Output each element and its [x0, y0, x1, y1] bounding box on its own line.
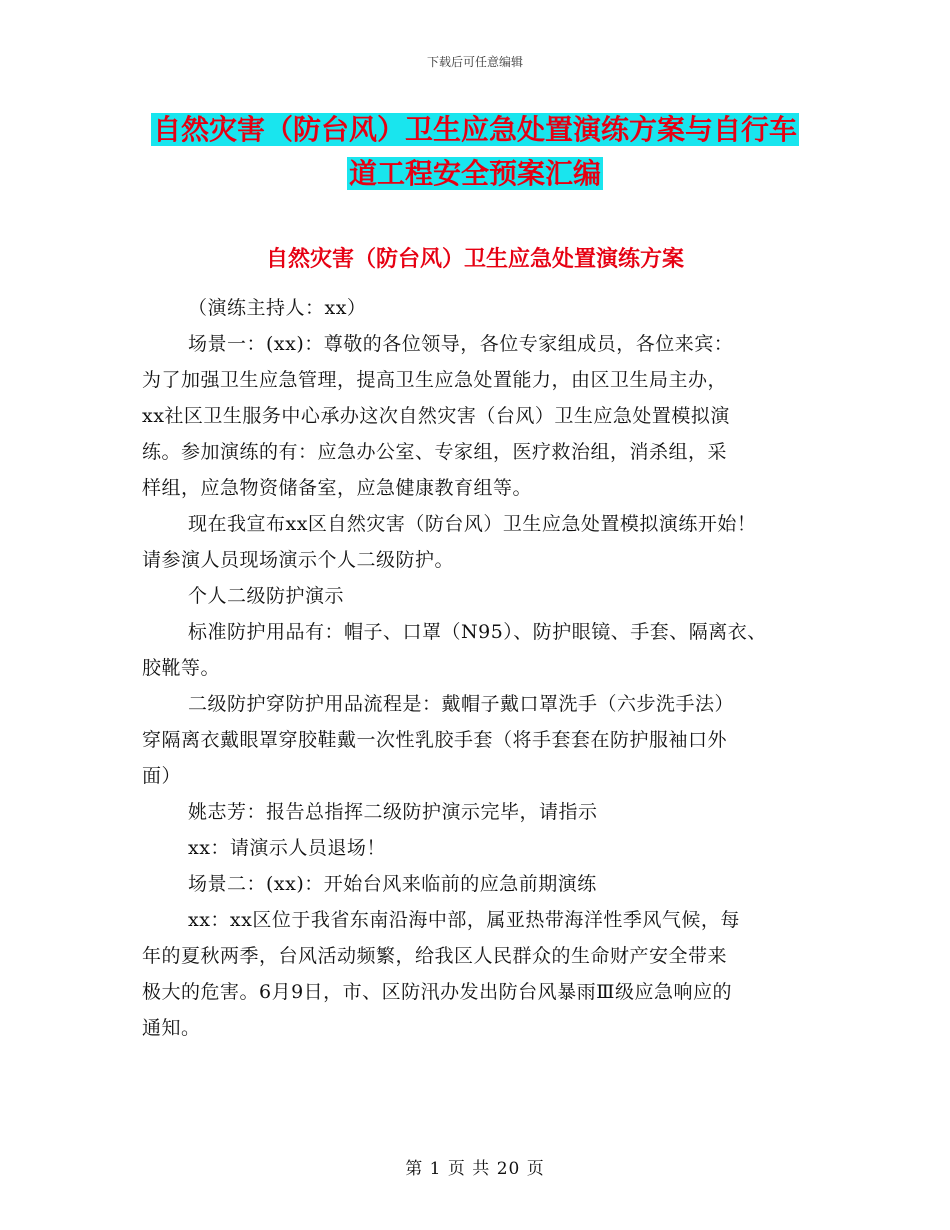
body-line: 请参演人员现场演示个人二级防护。 [142, 549, 455, 571]
body-line: 现在我宣布xx区自然灾害（防台风）卫生应急处置模拟演练开始！ [188, 513, 757, 535]
body-line: 极大的危害。6月9日，市、区防汛办发出防台风暴雨Ⅲ级应急响应的 [142, 981, 733, 1003]
body-line: 样组，应急物资储备室，应急健康教育组等。 [142, 477, 533, 499]
body-line: 胶靴等。 [142, 657, 221, 679]
body-line: （演练主持人：xx） [188, 297, 367, 319]
body-line: 二级防护穿防护用品流程是：戴帽子戴口罩洗手（六步洗手法） [188, 693, 735, 715]
document-title-line-2 [0, 154, 950, 194]
page-footer: 第 1 页 共 20 页 [405, 1159, 545, 1179]
header-note: 下载后可任意编辑 [426, 55, 523, 69]
document-title-text-2: 道工程安全预案汇编 [348, 157, 601, 190]
body-line: xx社区卫生服务中心承办这次自然灾害（台风）卫生应急处置模拟演 [142, 405, 730, 427]
body-line: 姚志芳：报告总指挥二级防护演示完毕，请指示 [188, 801, 598, 823]
body-line: 通知。 [142, 1017, 201, 1039]
body-line: 练。参加演练的有：应急办公室、专家组，医疗救治组，消杀组，采 [142, 441, 728, 463]
body-line: 穿隔离衣戴眼罩穿胶鞋戴一次性乳胶手套（将手套套在防护服袖口外 [142, 729, 728, 751]
body-line: 为了加强卫生应急管理，提高卫生应急处置能力，由区卫生局主办， [142, 369, 728, 391]
body-line: 面） [142, 765, 182, 787]
body-line: 年的夏秋两季，台风活动频繁，给我区人民群众的生命财产安全带来 [142, 945, 728, 967]
body-line: xx：请演示人员退场！ [188, 837, 386, 859]
document-title-text-1: 自然灾害（防台风）卫生应急处置演练方案与自行车 [152, 113, 797, 146]
section-title: 自然灾害（防台风）卫生应急处置演练方案 [265, 247, 684, 272]
body-line: xx：xx区位于我省东南沿海中部，属亚热带海洋性季风气候，每 [188, 909, 740, 931]
body-line: 个人二级防护演示 [188, 585, 345, 607]
document-title-line-1 [0, 110, 950, 150]
body-line: 标准防护用品有：帽子、口罩（N95）、防护眼镜、手套、隔离衣、 [188, 621, 767, 643]
body-line: 场景一：(xx)：尊敬的各位领导，各位专家组成员，各位来宾： [188, 333, 734, 355]
body-line: 场景二：(xx)：开始台风来临前的应急前期演练 [188, 873, 597, 895]
document-body [142, 290, 822, 1046]
